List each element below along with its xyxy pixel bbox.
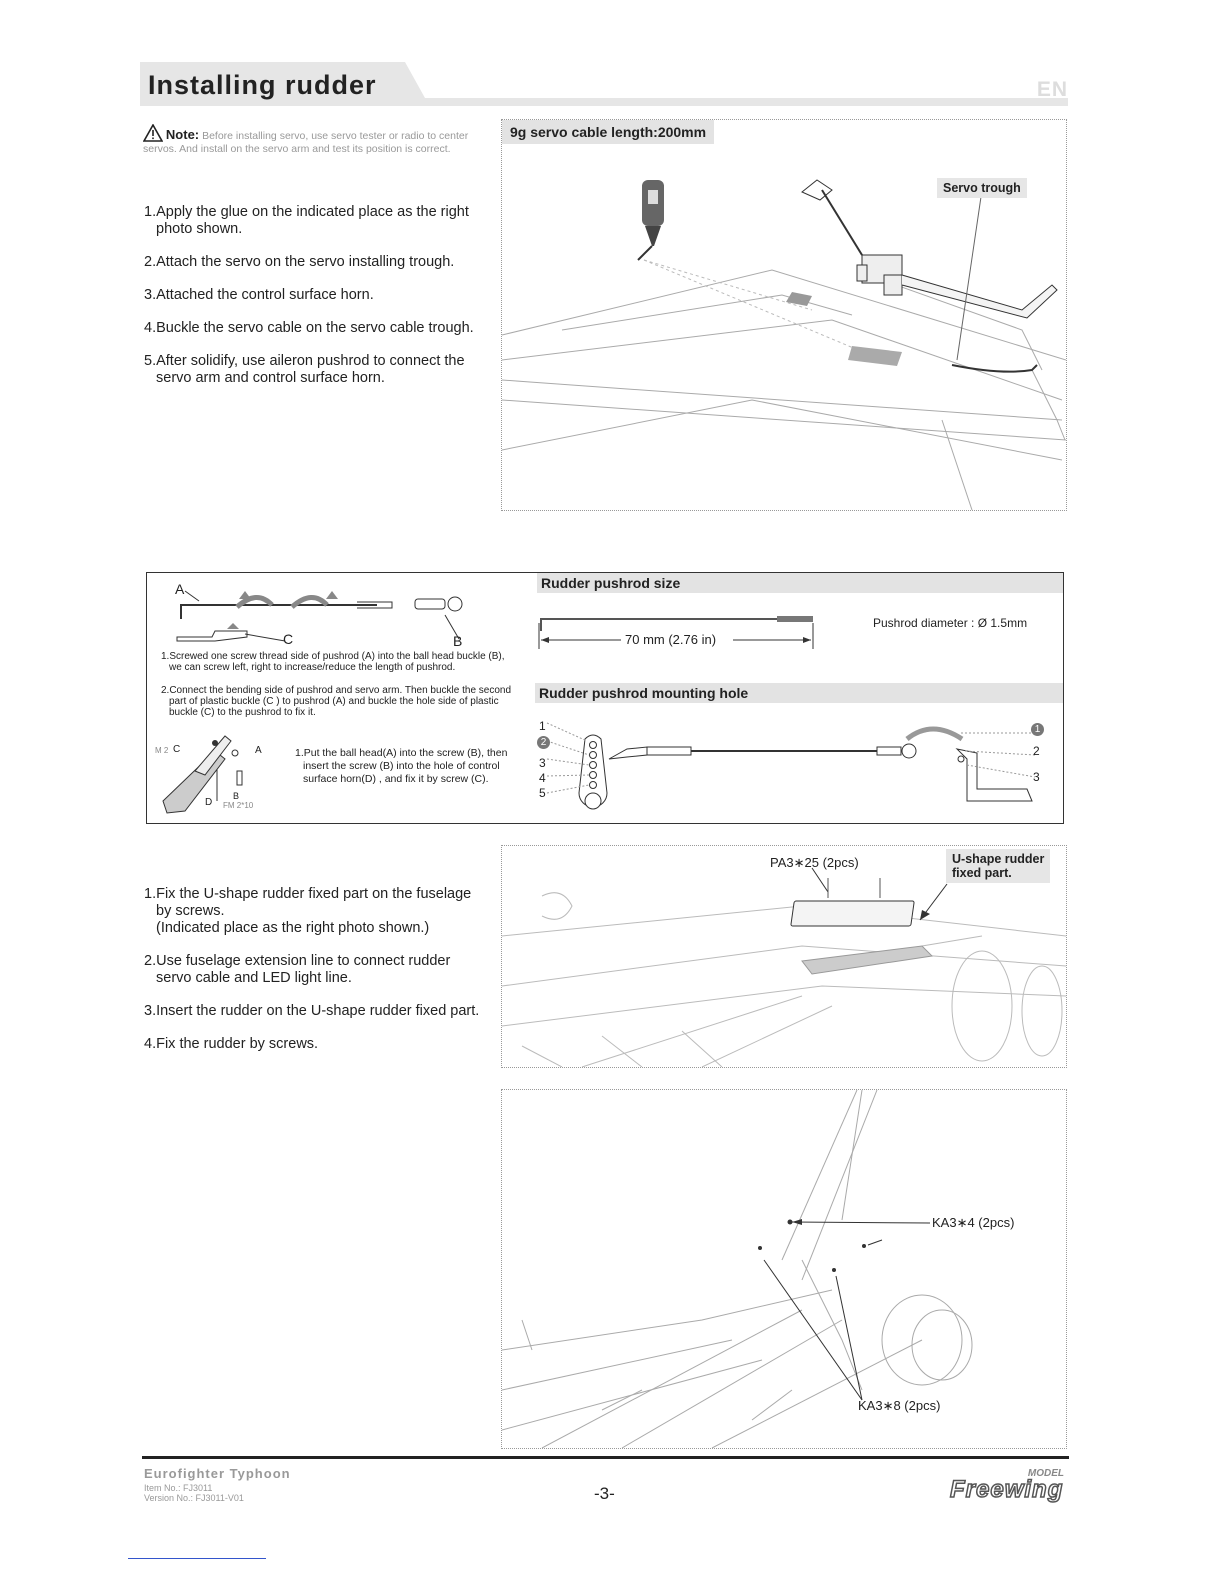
footer-rule <box>142 1456 1069 1459</box>
horn-hole-1: 1 <box>1031 723 1044 736</box>
horn-label-fm: FM 2*10 <box>223 801 254 810</box>
horn-label-m2: M 2 <box>155 746 169 755</box>
horn-instruction: 1.Put the ball head(A) into the screw (B), then insert the screw (B) into the hole of control surface horn(D) , and fix it by screw (C). <box>295 747 508 785</box>
mounting-hole-diagram <box>537 719 1057 819</box>
ballhead-label-b: B <box>453 633 463 649</box>
buckle-label-c: C <box>283 631 294 647</box>
rudder-screws-photo-panel <box>501 1089 1067 1449</box>
pushrod-instruction-2: 2.Connect the bending side of pushrod and servo arm. Then buckle the second part of plastic buckle (C ) to pushrod (A) and buckle the hole side of plastic buckle (C) to the pushrod to fix it. <box>161 685 512 718</box>
top-steps <box>144 204 500 403</box>
pushrod-label-a: A <box>175 581 185 597</box>
panel1-title: 9g servo cable length:200mm <box>502 120 714 144</box>
u-shape-part-callout: U-shape rudder fixed part. <box>946 849 1050 883</box>
pushrod-info-box <box>146 572 1064 824</box>
warning-icon <box>143 124 163 142</box>
arm-hole-3: 3 <box>539 756 546 770</box>
note-label: Note: <box>165 127 200 142</box>
glue-bottle-icon <box>638 180 664 260</box>
step-item: 3.Attached the control surface horn. <box>144 287 374 303</box>
mounting-hole-title: Rudder pushrod mounting hole <box>535 683 1063 703</box>
servo-trough-callout: Servo trough <box>937 178 1027 198</box>
arm-hole-4: 4 <box>539 771 546 785</box>
horn-label-a: A <box>255 745 262 756</box>
note-block <box>143 124 493 156</box>
servo-photo-panel <box>501 119 1067 511</box>
ka3x8-screws-callout: KA3∗8 (2pcs) <box>858 1398 941 1413</box>
step-item: 2.Use fuselage extension line to connect rudder servo cable and LED light line. <box>144 953 451 986</box>
bottom-link-line <box>128 1558 266 1559</box>
horn-label-d: D <box>205 797 213 808</box>
step-item: 2.Attach the servo on the servo installing trough. <box>144 254 455 270</box>
rudder-fin-illustration <box>502 1090 1066 1448</box>
step-item: 1.Fix the U-shape rudder fixed part on the fuselage by screws. (Indicated place as the right photo shown.) <box>144 886 472 936</box>
arm-hole-2: 2 <box>537 736 550 749</box>
pushrod-length: 70 mm (2.76 in) <box>625 632 717 647</box>
item-number: Item No.: FJ3011 <box>144 1483 213 1493</box>
freewing-logo: MODEL Freewing <box>950 1468 1064 1503</box>
horn-hole-3: 3 <box>1033 770 1040 784</box>
horn-hole-2: 2 <box>1033 744 1040 758</box>
pushrod-size-title: Rudder pushrod size <box>537 573 1063 593</box>
product-name: Eurofighter Typhoon <box>144 1466 291 1481</box>
step-item: 4.Fix the rudder by screws. <box>144 1036 319 1052</box>
language-tag: EN <box>1036 78 1068 101</box>
horn-label-c: C <box>173 744 181 755</box>
page-title: Installing rudder <box>148 70 377 100</box>
version-number: Version No.: FJ3011-V01 <box>144 1493 244 1503</box>
step-item: 4.Buckle the servo cable on the servo cable trough. <box>144 320 474 336</box>
pa3-screws-callout: PA3∗25 (2pcs) <box>770 855 859 870</box>
step-item: 3.Insert the rudder on the U-shape rudder fixed part. <box>144 1003 480 1019</box>
mid-steps <box>144 886 500 1069</box>
horn-label-b: B <box>233 791 240 801</box>
page-number: -3- <box>594 1484 615 1503</box>
arm-hole-5: 5 <box>539 786 546 800</box>
pushrod-instruction-1: 1.Screwed one screw thread side of pushrod (A) into the ball head buckle (B), we can screw left, right to increase/reduce the length of pushrod. <box>161 651 505 673</box>
pushrod-diameter: Pushrod diameter : Ø 1.5mm <box>873 616 1028 630</box>
servo-icon <box>857 255 902 295</box>
step-item: 5.After solidify, use aileron pushrod to connect the servo arm and control surface horn. <box>144 353 465 386</box>
footer-meta <box>144 1483 244 1503</box>
rudder-mount-photo-panel <box>501 845 1067 1068</box>
note-text: Before installing servo, use servo tester or radio to center servos. And install on the servo arm and test its position is correct. <box>143 130 469 155</box>
arm-hole-1: 1 <box>539 719 546 733</box>
ka3x4-screws-callout: KA3∗4 (2pcs) <box>932 1215 1015 1230</box>
pushrod-parts-illustration <box>157 579 517 649</box>
step-item: 1.Apply the glue on the indicated place as the right photo shown. <box>144 204 469 237</box>
